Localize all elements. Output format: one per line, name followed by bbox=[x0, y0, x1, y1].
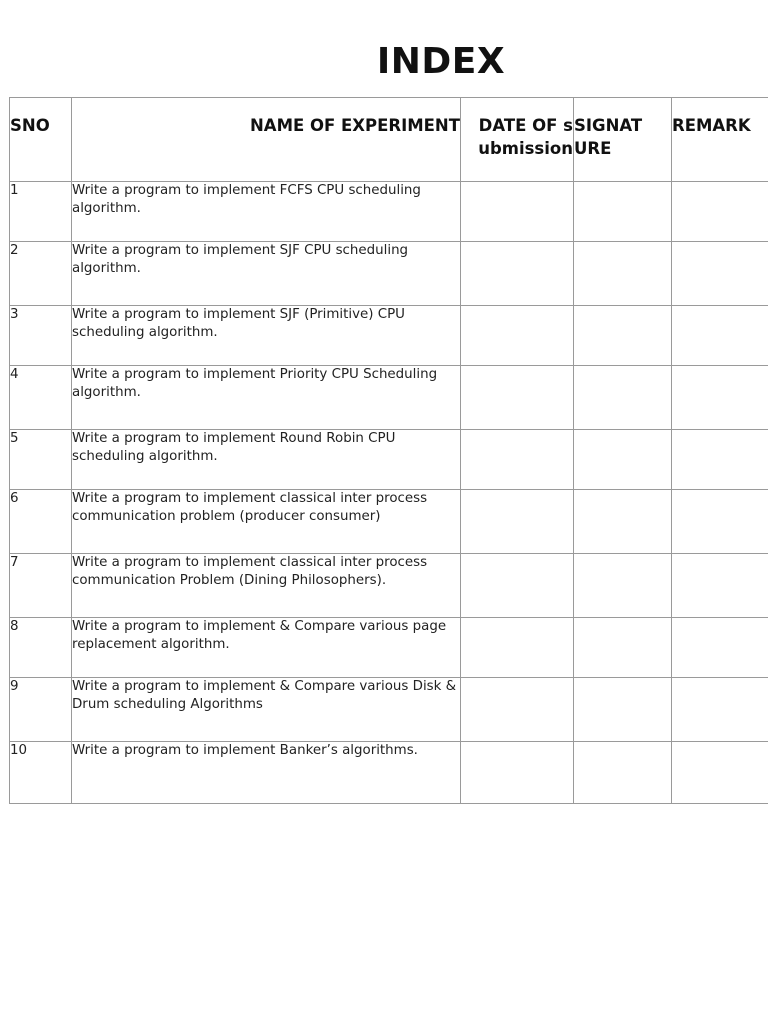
header-signature-label: SIGNAT URE bbox=[574, 116, 643, 158]
header-sno: SNO bbox=[10, 98, 72, 182]
row-experiment-name: Write a program to implement SJF (Primitive) CPU scheduling algorithm. bbox=[72, 306, 461, 366]
row-signature-cell bbox=[574, 490, 672, 554]
row-sno: 9 bbox=[10, 678, 72, 742]
row-signature-cell bbox=[574, 366, 672, 430]
row-experiment-name bbox=[72, 490, 461, 554]
row-remark-cell bbox=[672, 618, 768, 678]
row-date-cell bbox=[461, 242, 574, 306]
table-row bbox=[10, 490, 768, 554]
row-sno: 6 bbox=[10, 490, 72, 554]
row-sno: 8 bbox=[10, 618, 72, 678]
row-experiment-name: Write a program to implement Priority CPU Scheduling algorithm. bbox=[72, 366, 461, 430]
row-experiment-name: Write a program to implement classical inter process communication Problem (Dining Philosophers). bbox=[72, 554, 461, 618]
row-remark-cell bbox=[672, 742, 768, 804]
table-row bbox=[10, 306, 768, 366]
table-row bbox=[10, 242, 768, 306]
row-remark-cell bbox=[672, 306, 768, 366]
row-signature-cell bbox=[574, 242, 672, 306]
table-row bbox=[10, 182, 768, 242]
row-remark-cell bbox=[672, 490, 768, 554]
row-date-cell bbox=[461, 182, 574, 242]
row-sno: 1 bbox=[10, 182, 72, 242]
row-signature-cell bbox=[574, 182, 672, 242]
row-signature-cell bbox=[574, 678, 672, 742]
row-remark-cell bbox=[672, 430, 768, 490]
row-date-cell bbox=[461, 366, 574, 430]
row-remark-cell bbox=[672, 678, 768, 742]
table-row bbox=[10, 430, 768, 490]
row-experiment-name: Write a program to implement FCFS CPU scheduling algorithm. bbox=[72, 182, 461, 242]
row-signature-cell bbox=[574, 306, 672, 366]
row-date-cell bbox=[461, 742, 574, 804]
table-row bbox=[10, 554, 768, 618]
header-signature bbox=[574, 98, 672, 182]
header-date-label: DATE OF submission bbox=[478, 116, 573, 158]
row-signature-cell bbox=[574, 742, 672, 804]
experiment-index-table bbox=[9, 97, 768, 804]
table-row bbox=[10, 678, 768, 742]
row-date-cell bbox=[461, 618, 574, 678]
header-row bbox=[10, 98, 768, 182]
row-experiment-name: Write a program to implement Banker’s algorithms. bbox=[72, 742, 461, 804]
table-row bbox=[10, 742, 768, 804]
row-experiment-name-text: Write a program to implement classical inter process communication problem (producer consumer) bbox=[72, 491, 428, 524]
page-title: INDEX bbox=[376, 41, 506, 82]
row-date-cell bbox=[461, 490, 574, 554]
row-signature-cell bbox=[574, 554, 672, 618]
row-experiment-name: Write a program to implement Round Robin CPU scheduling algorithm. bbox=[72, 430, 461, 490]
row-date-cell bbox=[461, 678, 574, 742]
row-date-cell bbox=[461, 430, 574, 490]
row-remark-cell bbox=[672, 182, 768, 242]
row-sno: 3 bbox=[10, 306, 72, 366]
row-sno: 7 bbox=[10, 554, 72, 618]
header-remark: REMARK bbox=[672, 98, 768, 182]
row-sno: 10 bbox=[10, 742, 72, 804]
row-sno: 2 bbox=[10, 242, 72, 306]
row-signature-cell bbox=[574, 618, 672, 678]
header-date-of-submission bbox=[461, 98, 574, 182]
table-row bbox=[10, 618, 768, 678]
row-remark-cell bbox=[672, 366, 768, 430]
row-experiment-name: Write a program to implement & Compare various Disk & Drum scheduling Algorithms bbox=[72, 678, 461, 742]
row-date-cell bbox=[461, 306, 574, 366]
table-row bbox=[10, 366, 768, 430]
row-experiment-name: Write a program to implement SJF CPU scheduling algorithm. bbox=[72, 242, 461, 306]
row-remark-cell bbox=[672, 242, 768, 306]
row-remark-cell bbox=[672, 554, 768, 618]
row-sno: 5 bbox=[10, 430, 72, 490]
row-signature-cell bbox=[574, 430, 672, 490]
header-name-of-experiment: NAME OF EXPERIMENT bbox=[72, 98, 461, 182]
row-date-cell bbox=[461, 554, 574, 618]
row-sno: 4 bbox=[10, 366, 72, 430]
row-experiment-name: Write a program to implement & Compare various page replacement algorithm. bbox=[72, 618, 461, 678]
